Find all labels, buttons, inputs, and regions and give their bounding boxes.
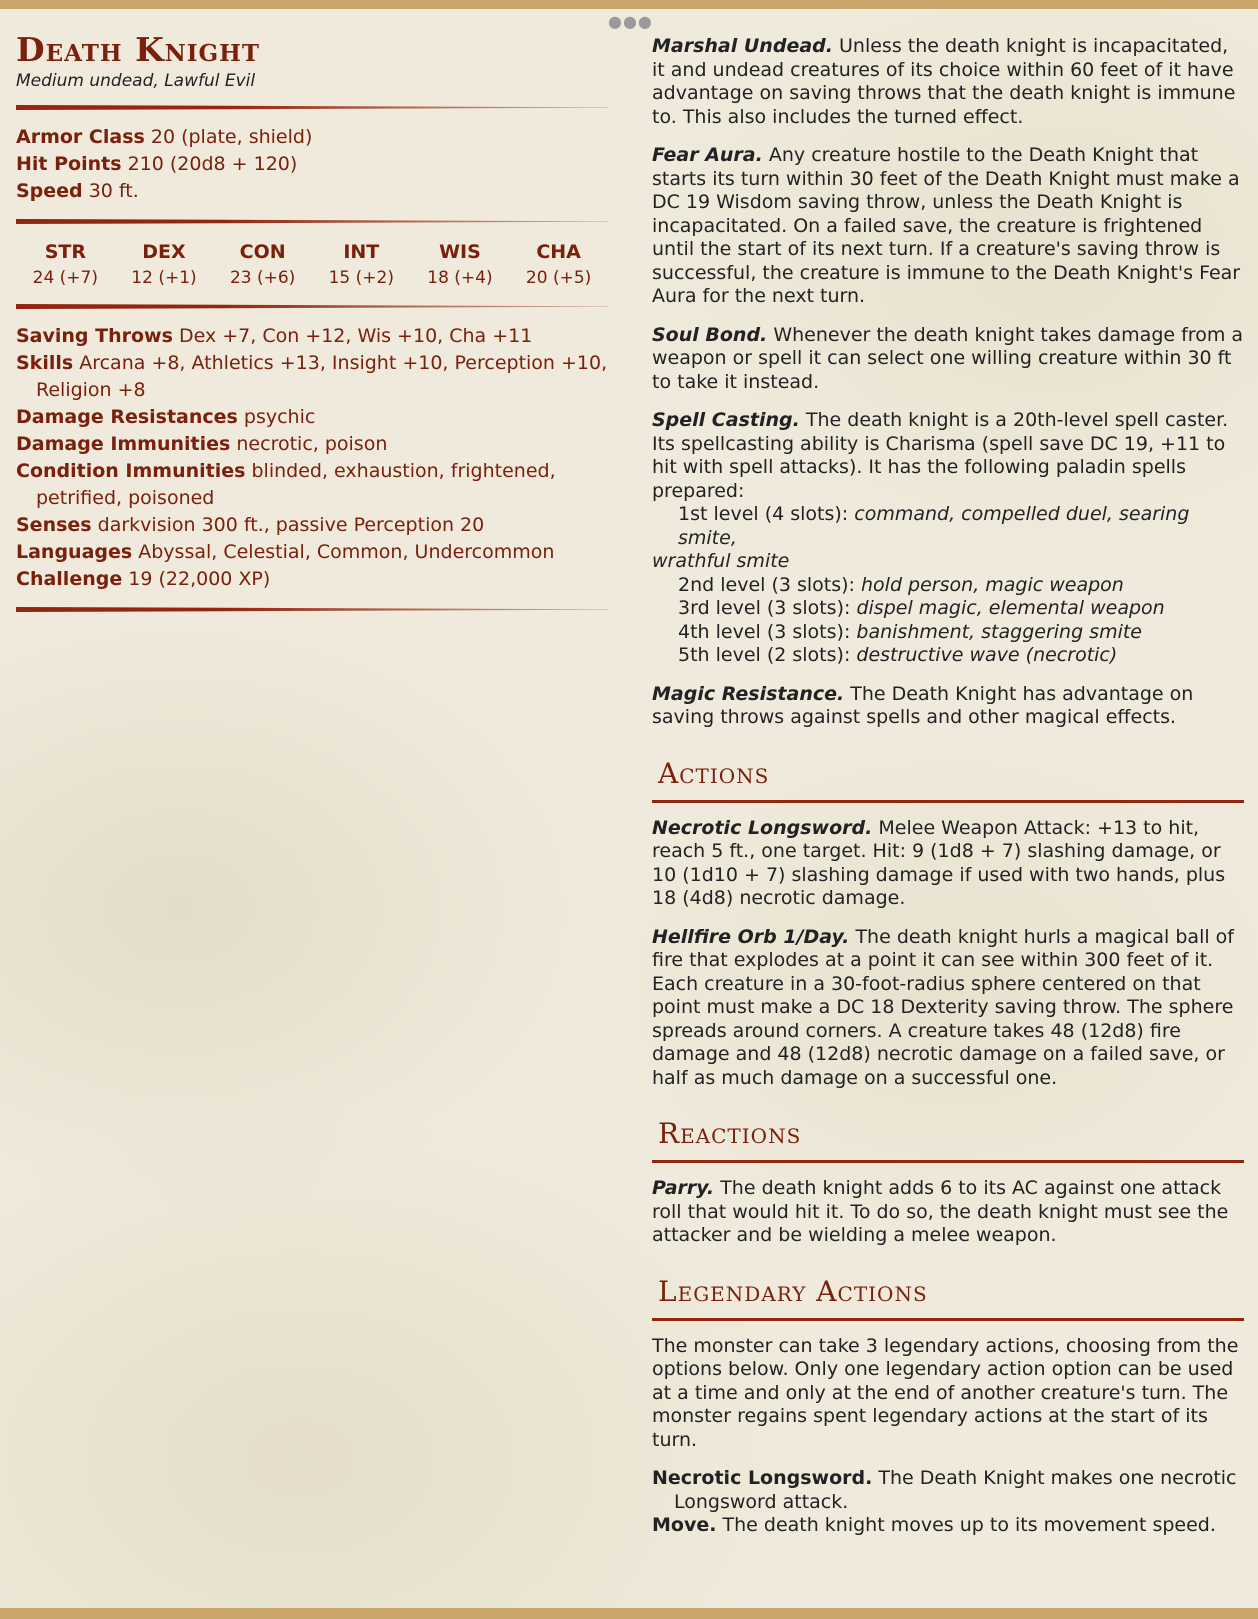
right-column xyxy=(652,35,1244,1538)
spell-level-1: 1st level (4 slots): command, compelled duel, searing smite, xyxy=(678,503,1190,549)
languages: Languages Abyssal, Celestial, Common, Undercommon xyxy=(16,541,555,563)
spell-level-3: 3rd level (3 slots): dispel magic, elemental weapon xyxy=(678,597,1165,619)
skills: Skills Arcana +8, Athletics +13, Insight +10, Perception +10, Religion +8 xyxy=(16,352,608,401)
speed: Speed 30 ft. xyxy=(16,180,139,202)
detail-stats xyxy=(16,323,608,593)
spell-level-1-cont: wrathful smite xyxy=(652,550,790,572)
actions-rule xyxy=(652,800,1244,803)
legendary-actions-heading: Legendary Actions xyxy=(658,1274,928,1308)
ability-cha: CHA 20 (+5) xyxy=(525,241,592,288)
spell-level-5: 5th level (2 slots): destructive wave (necrotic) xyxy=(678,644,1118,666)
stat-block-page xyxy=(0,9,1258,1608)
divider xyxy=(16,219,608,224)
damage-resistances: Damage Resistances psychic xyxy=(16,406,316,428)
legendary-necrotic-longsword: Necrotic Longsword. The Death Knight makes one necrotic Longsword attack. xyxy=(652,1467,1237,1513)
monster-type: Medium undead, Lawful Evil xyxy=(16,71,256,91)
saving-throws: Saving Throws Dex +7, Con +12, Wis +10, Cha +11 xyxy=(16,325,533,347)
trait-soul-bond: Soul Bond. Whenever the death knight takes damage from a weapon or spell it can select one willing creature within 30 ft to take it instead. xyxy=(652,323,1244,393)
reactions-rule xyxy=(652,1160,1244,1163)
spell-level-4: 4th level (3 slots): banishment, staggering smite xyxy=(678,620,1142,643)
ability-con: CON 23 (+6) xyxy=(229,241,296,288)
divider xyxy=(16,304,608,309)
trait-spell-casting: Spell Casting. The death knight is a 20th-level spell caster. Its spellcasting ability is Charisma (spell save DC 19, +11 to hit with spell attacks). It has the following paladin spells prepared: 1st level (4 slots): command, compelled duel, searing smite, wrathful smite 2nd level (3 slots): hold person, magic weapon 3rd level (3 slots): dispel magic, elemental weapon 4th level (3 slots): banishment, staggering smite 5th level (2 slots): destructive wave (necrotic) xyxy=(652,409,1244,668)
challenge: Challenge 19 (22,000 XP) xyxy=(16,568,271,590)
legendary-intro: The monster can take 3 legendary actions, choosing from the options below. Only one legendary action option can be used at a time and only at the end of another creature's turn. The monster regains spent legendary actions at the start of its turn. xyxy=(652,1334,1239,1451)
monster-name: Death Knight xyxy=(16,30,261,69)
trait-marshal-undead: Marshal Undead. Unless the death knight is incapacitated, it and undead creatures of its choice within 60 feet of it have advantage on saving throws that the death knight is immune to. This also includes the turned effect. xyxy=(652,35,1236,128)
divider xyxy=(16,105,608,110)
ability-int: INT 15 (+2) xyxy=(328,241,394,288)
senses: Senses darkvision 300 ft., passive Perception 20 xyxy=(16,514,485,536)
trait-fear-aura: Fear Aura. Any creature hostile to the Death Knight that starts its turn within 30 feet of the Death Knight must make a DC 19 Wisdom saving throw, unless the Death Knight is incapacitated. On a failed save, the creature is frightened until the start of its next turn. If a creature's saving throw is successful, the creature is immune to the Death Knight's Fear Aura for the next turn. xyxy=(652,144,1241,307)
armor-class: Armor Class 20 (plate, shield) xyxy=(16,126,313,148)
hit-points: Hit Points 210 (20d8 + 120) xyxy=(16,153,298,175)
divider xyxy=(16,607,608,612)
reaction-parry: Parry. The death knight adds 6 to its AC against one attack roll that would hit it. To do so, the death knight must see the attacker and be wielding a melee weapon. xyxy=(652,1177,1229,1246)
left-column xyxy=(16,31,608,626)
trait-magic-resistance: Magic Resistance. The Death Knight has advantage on saving throws against spells and other magical effects. xyxy=(652,682,1194,728)
condition-immunities: Condition Immunities blinded, exhaustion, frightened, petrified, poisoned xyxy=(16,460,556,509)
spell-level-2: 2nd level (3 slots): hold person, magic weapon xyxy=(678,573,1124,596)
reactions-heading: Reactions xyxy=(658,1117,802,1150)
legendary-rule xyxy=(652,1318,1244,1321)
ability-dex: DEX 12 (+1) xyxy=(131,241,197,288)
actions-heading: Actions xyxy=(658,756,770,790)
more-options-icon[interactable]: ●●● xyxy=(608,12,653,31)
ability-wis: WIS 18 (+4) xyxy=(427,241,493,288)
ability-str: STR 24 (+7) xyxy=(32,241,99,288)
damage-immunities: Damage Immunities necrotic, poison xyxy=(16,433,388,455)
ability-scores xyxy=(16,238,608,290)
basic-stats xyxy=(16,124,608,205)
action-hellfire-orb: Hellfire Orb 1/Day. The death knight hurls a magical ball of fire that explodes at a point it can see within 300 feet of it. Each creature in a 30-foot-radius sphere centered on that point must make a DC 18 Dexterity saving throw. The sphere spreads around corners. A creature takes 48 (12d8) fire damage and 48 (12d8) necrotic damage on a failed save, or half as much damage on a successful one. xyxy=(652,925,1234,1089)
action-necrotic-longsword: Necrotic Longsword. Melee Weapon Attack: +13 to hit, reach 5 ft., one target. Hit: 9 (1d8 + 7) slashing damage, or 10 (1d10 + 7) slashing damage if used with two hands, plus 18 (4d8) necrotic damage. xyxy=(652,816,1226,909)
legendary-move: Move. The death knight moves up to its movement speed. xyxy=(652,1514,1216,1536)
